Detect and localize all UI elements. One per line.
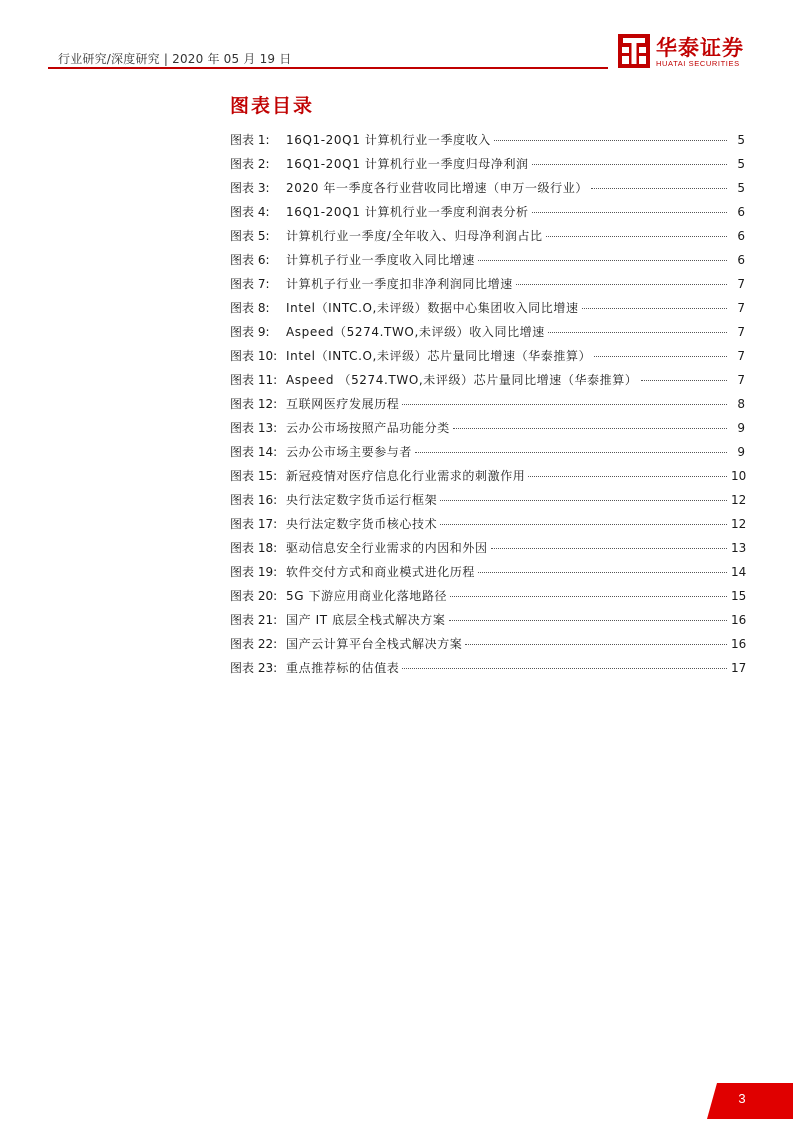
toc-title: 图表目录 xyxy=(230,95,315,117)
toc-entry-page: 9 xyxy=(737,421,745,435)
toc-entry[interactable] xyxy=(230,392,745,416)
toc-entry-title: Aspeed（5274.TWO,未评级）收入同比增速 xyxy=(286,325,545,339)
toc-entry-page: 14 xyxy=(731,565,747,579)
toc-entry-page: 5 xyxy=(737,181,745,195)
toc-entry-page: 10 xyxy=(731,469,747,483)
toc-leader-dots xyxy=(582,308,727,309)
toc-entry-title: 软件交付方式和商业模式进化历程 xyxy=(286,565,476,579)
header-divider xyxy=(48,67,608,69)
toc-leader-dots xyxy=(546,236,727,237)
toc-entry-page: 7 xyxy=(737,349,745,363)
toc-entry-label: 图表 16: xyxy=(230,493,278,507)
toc-leader-dots xyxy=(532,164,727,165)
toc-leader-dots xyxy=(478,572,727,573)
toc-entry[interactable] xyxy=(230,608,745,632)
toc-entry-label: 图表 18: xyxy=(230,541,278,555)
toc-entry-page: 12 xyxy=(731,493,747,507)
toc-entry-label: 图表 15: xyxy=(230,469,278,483)
toc-leader-dots xyxy=(591,188,727,189)
toc-entry-label: 图表 10: xyxy=(230,349,278,363)
toc-leader-dots xyxy=(440,500,727,501)
toc-entry-title: Intel（INTC.O,未评级）芯片量同比增速（华泰推算） xyxy=(286,349,592,363)
toc-entry-title: 16Q1-20Q1 计算机行业一季度归母净利润 xyxy=(286,157,529,171)
toc-entry-label: 图表 3: xyxy=(230,181,270,195)
toc-entry-label: 图表 5: xyxy=(230,229,270,243)
toc-leader-dots xyxy=(465,644,727,645)
toc-leader-dots xyxy=(494,140,727,141)
toc-entry[interactable] xyxy=(230,152,745,176)
toc-entry-page: 13 xyxy=(731,541,747,555)
toc-entry-label: 图表 22: xyxy=(230,637,278,651)
toc-leader-dots xyxy=(415,452,727,453)
toc-leader-dots xyxy=(402,668,727,669)
toc-entry-title: Aspeed （5274.TWO,未评级）芯片量同比增速（华泰推算） xyxy=(286,373,638,387)
toc-entry[interactable] xyxy=(230,464,745,488)
toc-entry-page: 9 xyxy=(737,445,745,459)
toc-entry[interactable] xyxy=(230,536,745,560)
toc-entry-page: 7 xyxy=(737,277,745,291)
toc-entry-page: 16 xyxy=(731,637,747,651)
toc-entry-label: 图表 17: xyxy=(230,517,278,531)
toc-leader-dots xyxy=(478,260,727,261)
huatai-logo xyxy=(618,32,748,72)
toc-entry[interactable] xyxy=(230,200,745,224)
toc-entry-label: 图表 13: xyxy=(230,421,278,435)
toc-leader-dots xyxy=(402,404,727,405)
toc-entry-title: 新冠疫情对医疗信息化行业需求的刺激作用 xyxy=(286,469,526,483)
toc-entry-title: 16Q1-20Q1 计算机行业一季度收入 xyxy=(286,133,491,147)
toc-entry-label: 图表 4: xyxy=(230,205,270,219)
toc-entry-title: 计算机子行业一季度收入同比增速 xyxy=(286,253,476,267)
toc-entry-label: 图表 19: xyxy=(230,565,278,579)
toc-entry[interactable] xyxy=(230,368,745,392)
toc-entry-page: 7 xyxy=(737,301,745,315)
toc-entry-title: 计算机行业一季度/全年收入、归母净利润占比 xyxy=(286,229,543,243)
toc-entry-label: 图表 20: xyxy=(230,589,278,603)
toc-entry[interactable] xyxy=(230,176,745,200)
toc-entry-label: 图表 6: xyxy=(230,253,270,267)
toc-leader-dots xyxy=(491,548,727,549)
toc-entry-page: 6 xyxy=(737,253,745,267)
toc-entry-page: 12 xyxy=(731,517,747,531)
toc-entry[interactable] xyxy=(230,656,745,680)
toc-entry-page: 8 xyxy=(737,397,745,411)
toc-entry-label: 图表 9: xyxy=(230,325,270,339)
toc-entry[interactable] xyxy=(230,344,745,368)
logo-english-name: HUATAI SECURITIES xyxy=(656,59,740,68)
toc-entry-label: 图表 23: xyxy=(230,661,278,675)
toc-entry-title: 国产 IT 底层全栈式解决方案 xyxy=(286,613,446,627)
toc-entry[interactable] xyxy=(230,440,745,464)
huatai-logo-icon xyxy=(618,34,650,68)
toc-leader-dots xyxy=(453,428,727,429)
toc-entry[interactable] xyxy=(230,416,745,440)
toc-entry[interactable] xyxy=(230,128,745,152)
toc-entry-label: 图表 12: xyxy=(230,397,278,411)
toc-entry-title: 计算机子行业一季度扣非净利润同比增速 xyxy=(286,277,513,291)
toc-entry[interactable] xyxy=(230,272,745,296)
toc-entry[interactable] xyxy=(230,248,745,272)
toc-entry-title: 5G 下游应用商业化落地路径 xyxy=(286,589,448,603)
toc-leader-dots xyxy=(532,212,727,213)
toc-entry-page: 5 xyxy=(737,157,745,171)
toc-entry-page: 7 xyxy=(737,325,745,339)
toc-leader-dots xyxy=(548,332,727,333)
toc-entry-page: 16 xyxy=(731,613,747,627)
toc-entry[interactable] xyxy=(230,584,745,608)
toc-leader-dots xyxy=(528,476,727,477)
toc-entry[interactable] xyxy=(230,320,745,344)
toc-entry-title: 央行法定数字货币运行框架 xyxy=(286,493,438,507)
toc-entry-label: 图表 7: xyxy=(230,277,270,291)
toc-entry-label: 图表 11: xyxy=(230,373,278,387)
toc-leader-dots xyxy=(440,524,727,525)
toc-entry-page: 6 xyxy=(737,229,745,243)
toc-entry[interactable] xyxy=(230,560,745,584)
toc-entry-page: 15 xyxy=(731,589,747,603)
toc-entry-page: 6 xyxy=(737,205,745,219)
toc-entry-label: 图表 2: xyxy=(230,157,270,171)
toc-entry-title: 驱动信息安全行业需求的内因和外因 xyxy=(286,541,488,555)
toc-entry-page: 7 xyxy=(737,373,745,387)
page-number: 3 xyxy=(738,1091,746,1106)
toc-entry-page: 5 xyxy=(737,133,745,147)
toc-list xyxy=(230,128,745,680)
toc-entry-title: 2020 年一季度各行业营收同比增速（申万一级行业） xyxy=(286,181,588,195)
toc-entry[interactable] xyxy=(230,296,745,320)
toc-entry-label: 图表 14: xyxy=(230,445,278,459)
logo-chinese-name: 华泰证券 xyxy=(656,36,744,60)
toc-entry-label: 图表 21: xyxy=(230,613,278,627)
toc-entry-page: 17 xyxy=(731,661,747,675)
toc-entry[interactable] xyxy=(230,224,745,248)
toc-entry[interactable] xyxy=(230,488,745,512)
toc-entry-title: 国产云计算平台全栈式解决方案 xyxy=(286,637,463,651)
toc-entry-title: 云办公市场主要参与者 xyxy=(286,445,413,459)
toc-entry[interactable] xyxy=(230,512,745,536)
toc-entry-title: 央行法定数字货币核心技术 xyxy=(286,517,438,531)
toc-entry-title: 云办公市场按照产品功能分类 xyxy=(286,421,450,435)
toc-entry-title: 重点推荐标的估值表 xyxy=(286,661,400,675)
toc-entry[interactable] xyxy=(230,632,745,656)
toc-leader-dots xyxy=(450,596,727,597)
toc-entry-title: 16Q1-20Q1 计算机行业一季度利润表分析 xyxy=(286,205,529,219)
toc-entry-label: 图表 8: xyxy=(230,301,270,315)
toc-entry-label: 图表 1: xyxy=(230,133,270,147)
toc-leader-dots xyxy=(594,356,727,357)
toc-leader-dots xyxy=(449,620,728,621)
toc-leader-dots xyxy=(641,380,728,381)
toc-entry-title: Intel（INTC.O,未评级）数据中心集团收入同比增速 xyxy=(286,301,579,315)
toc-leader-dots xyxy=(516,284,727,285)
report-info: 行业研究/深度研究 | 2020 年 05 月 19 日 xyxy=(58,52,292,66)
toc-entry-title: 互联网医疗发展历程 xyxy=(286,397,400,411)
